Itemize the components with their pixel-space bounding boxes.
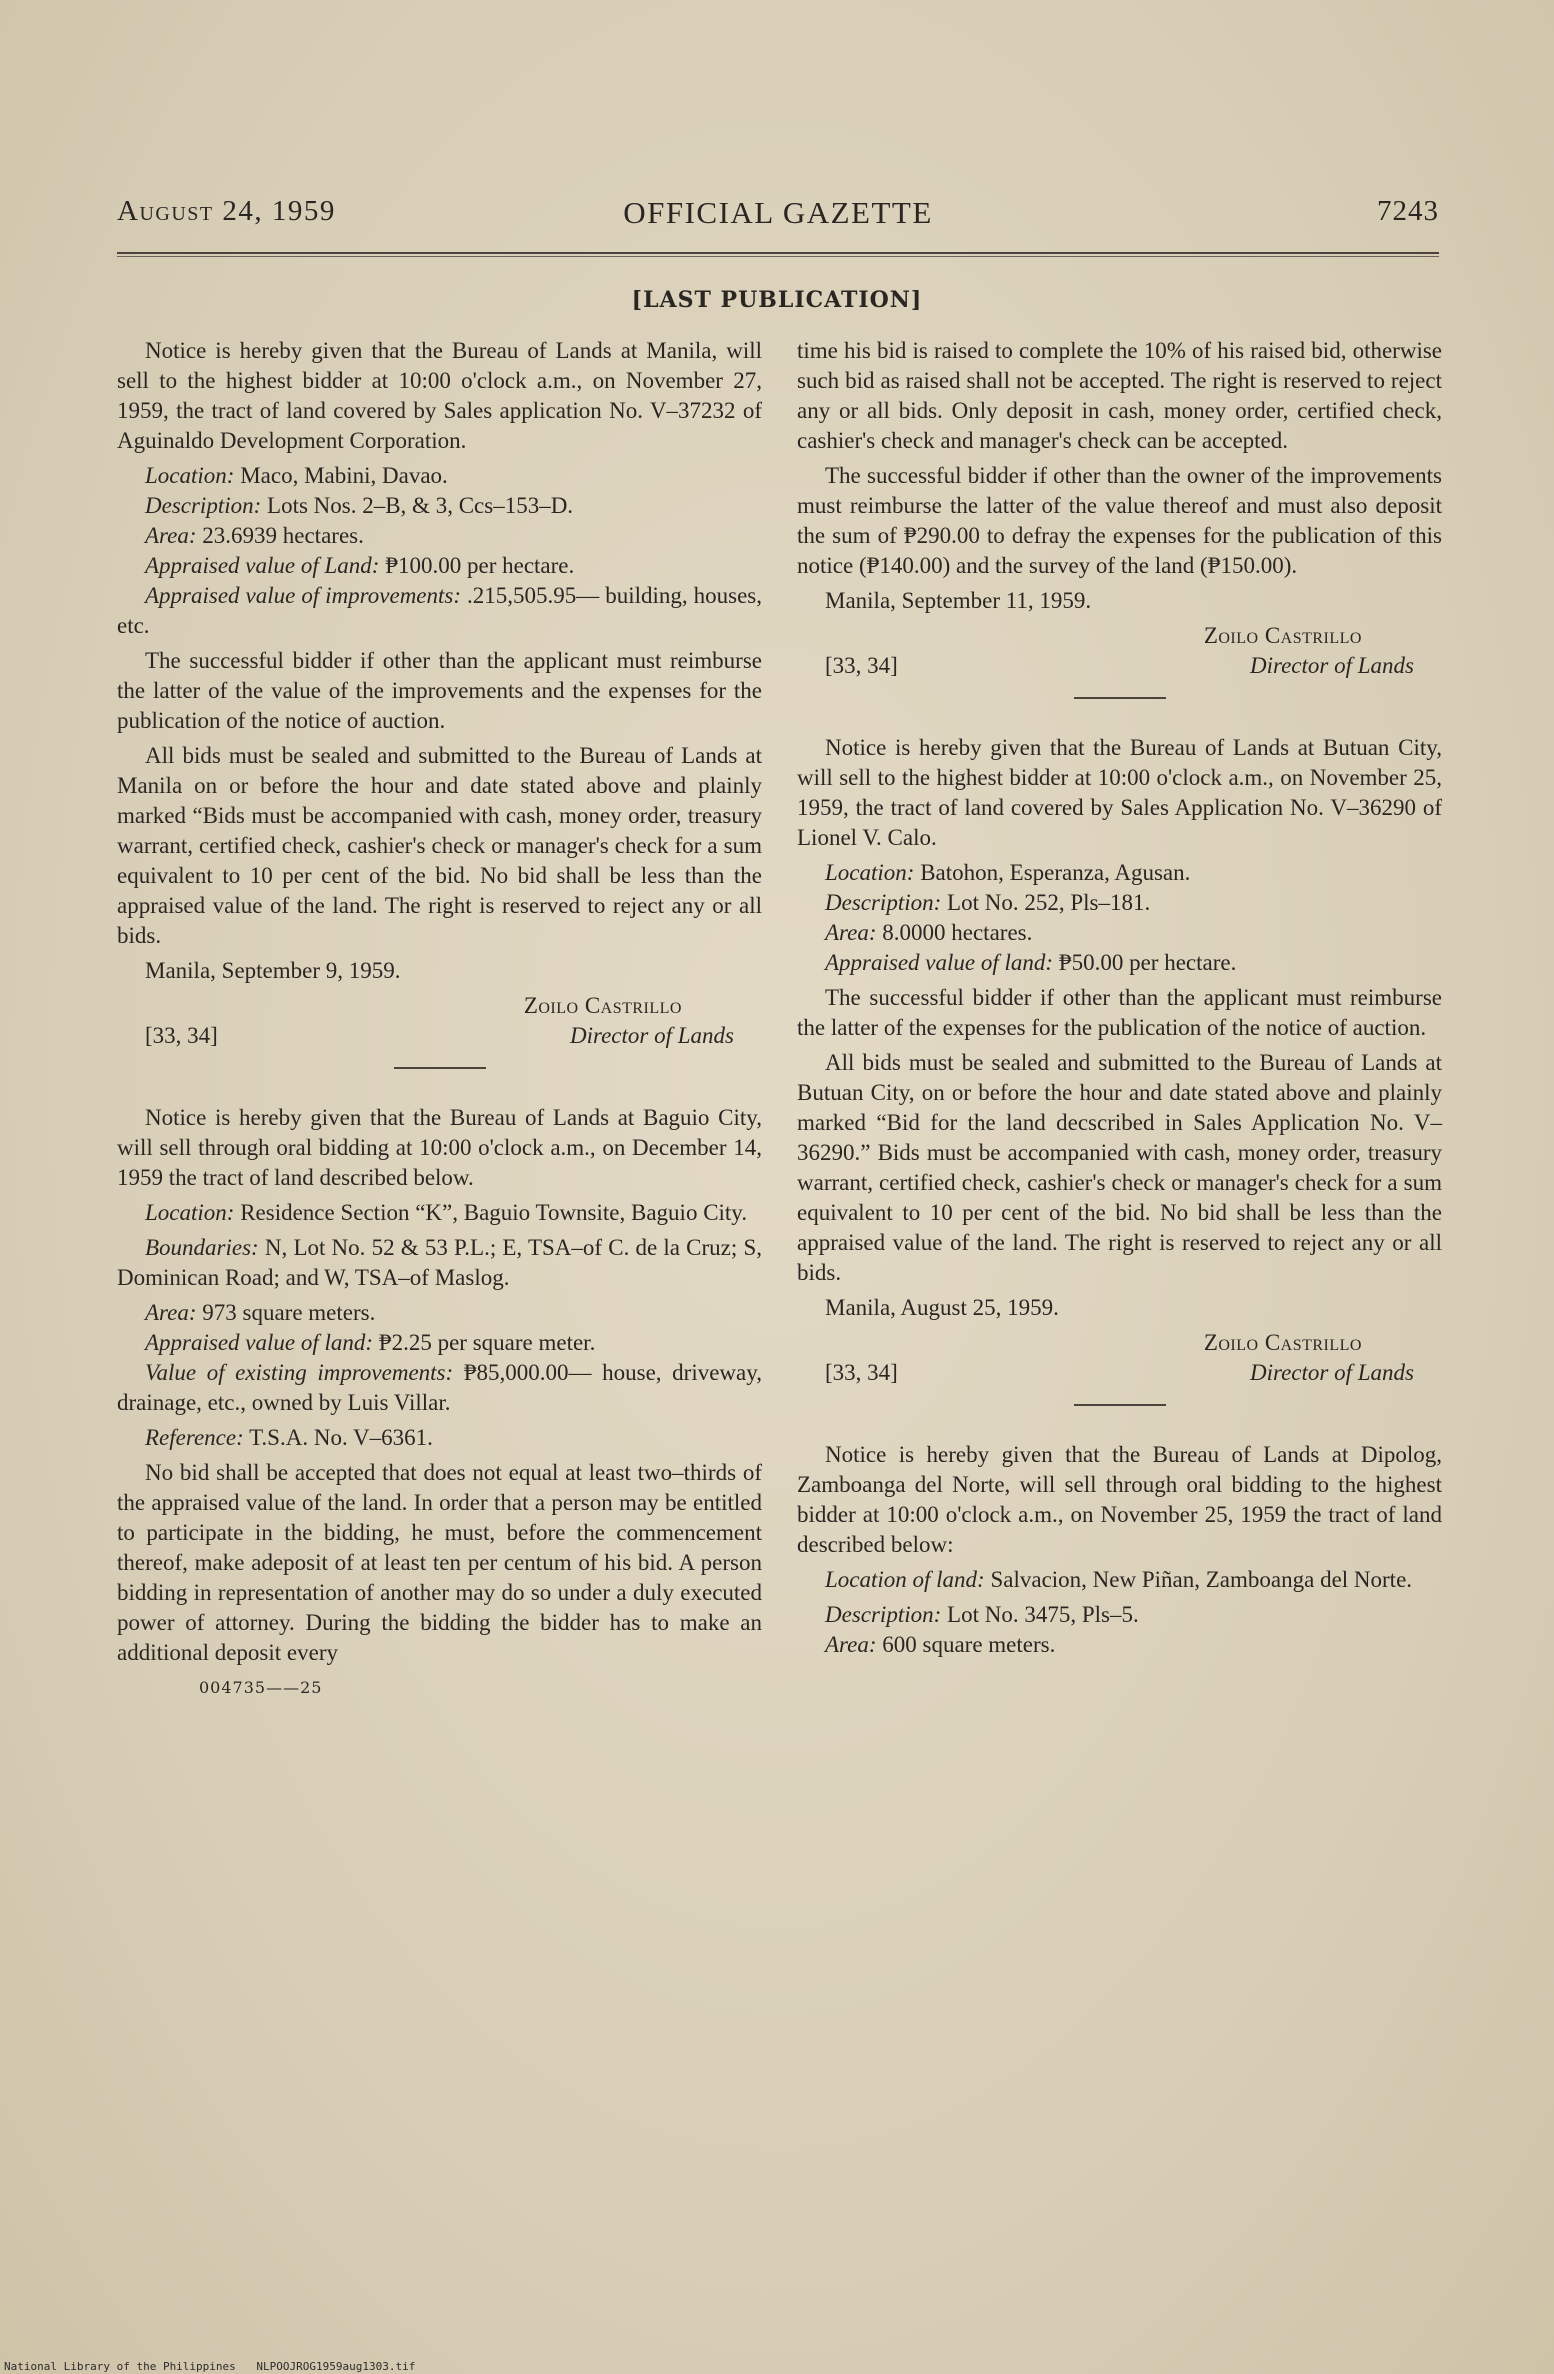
- scan-filename: NLPOOJROG1959aug1303.tif: [256, 2360, 416, 2373]
- signatory-role: Director of Lands: [1250, 1360, 1414, 1385]
- right-column: [797, 336, 1442, 1665]
- notice-2-improvements: Value of existing improvements: ₱85,000.00— house, driveway, drainage, etc., owned by Luis Villar.: [117, 1360, 762, 1415]
- notice-1-description: Description: Lots Nos. 2–B, & 3, Ccs–153–D.: [145, 493, 574, 518]
- notice-2-area: Area: 973 square meters.: [145, 1300, 376, 1325]
- header-rule-thin: [117, 256, 1439, 257]
- notice-4-area: Area: 600 square meters.: [825, 1632, 1056, 1657]
- library-credit: National Library of the Philippines: [4, 2360, 236, 2373]
- notice-2-continued: time his bid is raised to complete the 10% of his raised bid, otherwise such bid as raised shall not be accepted. The right is reserved to reject any or all bids. Only deposit in cash, money order, certified check, cashier's check and manager's check can be accepted.: [797, 338, 1442, 453]
- notice-3-area: Area: 8.0000 hectares.: [825, 920, 1033, 945]
- notice-2-land-value: Appraised value of land: ₱2.25 per square meter.: [145, 1330, 596, 1355]
- notice-1-area: Area: 23.6939 hectares.: [145, 523, 364, 548]
- notice-3-para-2: All bids must be sealed and submitted to the Bureau of Lands at Butuan City, on or before the hour and date stated above and plainly marked “Bid for the land decscribed in Sales Application No. V–36290.” Bids must be accompanied with cash, money order, treasury warrant, certified check, cashier's check or manager's check for a sum equivalent to 10 per cent of the bid. No bid shall be less than the appraised value of the land. The right is reserved to reject any or all bids.: [797, 1050, 1442, 1285]
- notice-1-signature: [117, 991, 762, 1053]
- notice-4-description: Description: Lot No. 3475, Pls–5.: [825, 1602, 1139, 1627]
- notice-separator: [1074, 697, 1166, 699]
- signatory-name: Zoilo Castrillo: [1203, 623, 1362, 648]
- notice-4-intro: Notice is hereby given that the Bureau of Lands at Dipolog, Zamboanga del Norte, will sell through oral bidding to the highest bidder at 10:00 o'clock a.m., on November 25, 1959 the tract of land described below:: [797, 1442, 1442, 1557]
- notice-3-para-1: The successful bidder if other than the applicant must reimburse the latter of the expenses for the publication of the notice of auction.: [797, 985, 1442, 1040]
- notice-1-para-1: The successful bidder if other than the applicant must reimburse the latter of the value of the improvements and the expenses for the publication of the notice of auction.: [117, 648, 762, 733]
- print-code: 004735——25: [199, 1678, 323, 1697]
- issue-reference: [33, 34]: [825, 1360, 898, 1385]
- header-rule: [117, 252, 1439, 254]
- signatory-role: Director of Lands: [1250, 653, 1414, 678]
- notice-3-land-value: Appraised value of land: ₱50.00 per hectare.: [825, 950, 1237, 975]
- notice-2-intro: Notice is hereby given that the Bureau of Lands at Baguio City, will sell through oral bidding at 10:00 o'clock a.m., on December 14, 1959 the tract of land described below.: [117, 1105, 762, 1190]
- notice-2-reference: Reference: T.S.A. No. V–6361.: [145, 1425, 433, 1450]
- notice-1-date: Manila, September 9, 1959.: [145, 958, 401, 983]
- publication-title: OFFICIAL GAZETTE: [623, 195, 933, 230]
- issue-reference: [33, 34]: [145, 1023, 218, 1048]
- notice-3-signature: [797, 1328, 1442, 1390]
- notice-2-para-2: The successful bidder if other than the owner of the improvements must reimburse the latter of the value thereof and must also deposit the sum of ₱290.00 to defray the expenses for the publication of this notice (₱140.00) and the survey of the land (₱150.00).: [797, 463, 1442, 578]
- signatory-name: Zoilo Castrillo: [1203, 1330, 1362, 1355]
- notice-2-date: Manila, September 11, 1959.: [825, 588, 1092, 613]
- notice-1-improvements: Appraised value of improvements: .215,505.95— building, houses, etc.: [117, 583, 762, 638]
- section-title: [LAST PUBLICATION]: [631, 287, 923, 313]
- issue-reference: [33, 34]: [825, 653, 898, 678]
- notice-4-location: Location of land: Salvacion, New Piñan, Zamboanga del Norte.: [825, 1567, 1413, 1592]
- scan-footer: [4, 2360, 429, 2373]
- notice-separator: [1074, 1404, 1166, 1406]
- notice-3-date: Manila, August 25, 1959.: [825, 1295, 1059, 1320]
- notice-1-intro: Notice is hereby given that the Bureau of Lands at Manila, will sell to the highest bidder at 10:00 o'clock a.m., on November 27, 1959, the tract of land covered by Sales application No. V–37232 of Aguinaldo Development Corporation.: [117, 338, 762, 453]
- left-column: [117, 336, 762, 1703]
- notice-3-location: Location: Batohon, Esperanza, Agusan.: [825, 860, 1191, 885]
- notice-1-location: Location: Maco, Mabini, Davao.: [145, 463, 448, 488]
- notice-1-para-2: All bids must be sealed and submitted to the Bureau of Lands at Manila on or before the hour and date stated above and plainly marked “Bids must be accompanied with cash, money order, treasury warrant, certified check, cashier's check or manager's check for a sum equivalent to 10 per cent of the bid. No bid shall be less than the appraised value of the land. The right is reserved to reject any or all bids.: [117, 743, 762, 948]
- notice-1-land-value: Appraised value of Land: ₱100.00 per hectare.: [145, 553, 575, 578]
- notice-2-boundaries: Boundaries: N, Lot No. 52 & 53 P.L.; E, TSA–of C. de la Cruz; S, Dominican Road; and W, TSA–of Maslog.: [117, 1235, 762, 1290]
- notice-2-signature: [797, 621, 1442, 683]
- page-header: [117, 195, 1439, 239]
- notice-2-location: Location: Residence Section “K”, Baguio Townsite, Baguio City.: [145, 1200, 748, 1225]
- issue-date: August 24, 1959: [117, 195, 336, 227]
- notice-3-intro: Notice is hereby given that the Bureau of Lands at Butuan City, will sell to the highest bidder at 10:00 o'clock a.m., on November 25, 1959, the tract of land covered by Sales Application No. V–36290 of Lionel V. Calo.: [797, 735, 1442, 850]
- notice-3-description: Description: Lot No. 252, Pls–181.: [825, 890, 1151, 915]
- signatory-name: Zoilo Castrillo: [523, 993, 682, 1018]
- notice-2-para-1: No bid shall be accepted that does not equal at least two–thirds of the appraised value of the land. In order that a person may be entitled to participate in the bidding, he must, before the commencement thereof, make adeposit of at least ten per centum of his bid. A person bidding in representation of another may do so under a duly executed power of attorney. During the bidding the bidder has to make an additional deposit every: [117, 1460, 762, 1665]
- signatory-role: Director of Lands: [570, 1023, 734, 1048]
- notice-separator: [394, 1067, 486, 1069]
- page-number: 7243: [1377, 195, 1439, 227]
